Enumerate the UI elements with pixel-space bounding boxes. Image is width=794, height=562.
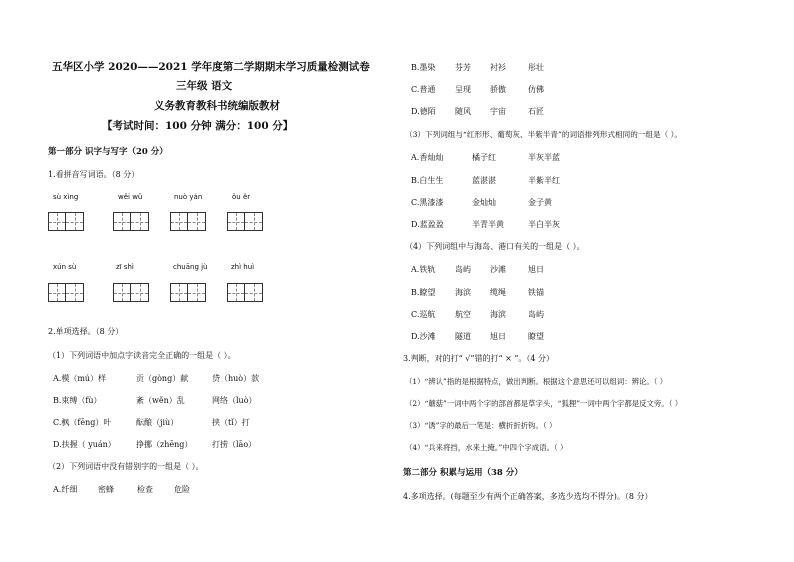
option-text: A.模（mú）样 <box>53 374 107 383</box>
writing-grid[interactable] <box>48 283 84 302</box>
question-2-3: （3）下列词组与“红形形、葡萄灰、半紫半青”的词语排列形式相同的一组是（ ）。 <box>405 130 682 139</box>
judgment-item: （2）“蘑菇”一词中两个字的部首都是草字头，“狐狸”一词中两个字都是反文旁。（ ） <box>405 399 683 408</box>
option-text: 贷（huò）款 <box>212 374 260 383</box>
option-text: 瞭望 <box>528 332 544 341</box>
option-text: D.蓝盈盈 <box>411 220 444 229</box>
option-text: 随风 <box>455 107 471 116</box>
option-text: 紊（wěn）乱 <box>136 396 185 405</box>
option-text: 金灿灿 <box>472 198 496 207</box>
writing-grid[interactable] <box>113 283 149 302</box>
option-text: 隧道 <box>455 332 471 341</box>
option-text: 密蜂 <box>98 485 114 494</box>
option-text: 检查 <box>137 485 153 494</box>
option-text: 半灰半蓝 <box>528 153 560 162</box>
option-text: 旭日 <box>490 332 506 341</box>
option-text: 半紫半红 <box>528 176 560 185</box>
option-text: A.纤细 <box>53 485 78 494</box>
option-text: 半白半灰 <box>528 220 560 229</box>
option-text: D.沙滩 <box>411 332 436 341</box>
writing-grid[interactable] <box>48 212 84 231</box>
option-text: 打捞（lāo） <box>212 440 257 449</box>
option-text: 铁锚 <box>528 288 544 297</box>
option-text: 宇宙 <box>490 107 506 116</box>
option-text: 网络（luò） <box>212 396 257 405</box>
option-text: 石匠 <box>528 107 544 116</box>
option-text: 芬芳 <box>455 63 471 72</box>
option-text: 旭日 <box>528 265 544 274</box>
exam-title: 五华区小学 2020——2021 学年度第二学期期末学习质量检测试卷 <box>52 61 370 73</box>
option-text: D.德陌 <box>411 107 436 116</box>
question-4-heading: 4.多项选择。(每题至少有两个正确答案，多选少选均不得分)。（8 分） <box>403 492 653 501</box>
option-text: 缆绳 <box>490 288 506 297</box>
writing-grid[interactable] <box>170 283 206 302</box>
option-text: 酝酿（jiù） <box>136 418 179 427</box>
question-1-heading: 1.看拼音写词语。（8 分） <box>48 170 140 179</box>
option-text: 沙滩 <box>490 265 506 274</box>
pinyin-label: xún sù <box>53 263 77 271</box>
textbook-edition: 义务教育教科书统编版教材 <box>154 100 280 112</box>
writing-grid[interactable] <box>170 212 206 231</box>
writing-grid[interactable] <box>227 212 263 231</box>
option-text: 蓝湛湛 <box>472 176 496 185</box>
option-text: 挣挪（zhēng） <box>136 440 193 449</box>
option-text: 海滨 <box>490 310 506 319</box>
option-text: B.瞭望 <box>411 288 436 297</box>
option-text: 衬衫 <box>490 63 506 72</box>
option-text: 挟（tǐ）打 <box>212 418 250 427</box>
option-text: 危险 <box>174 485 190 494</box>
option-text: 航空 <box>455 310 471 319</box>
option-text: C.枫（fēng）叶 <box>53 418 112 427</box>
question-2-2: （2）下列词语中没有错别字的一组是（ ）。 <box>48 462 204 471</box>
pinyin-label: nuò yán <box>174 193 203 201</box>
pinyin-label: wěi wǔ <box>118 193 143 201</box>
option-text: 贡（gòng）献 <box>136 374 189 383</box>
option-text: C.普通 <box>411 85 436 94</box>
option-text: 海滨 <box>455 288 471 297</box>
writing-grid[interactable] <box>113 212 149 231</box>
option-text: D.扶握（ yuán） <box>53 440 116 449</box>
question-3-heading: 3.判断，对的打“ √”错的打“ × ”。（4 分） <box>403 354 555 363</box>
option-text: B.墨染 <box>411 63 436 72</box>
option-text: 半青半黄 <box>472 220 504 229</box>
option-text: 彤壮 <box>528 63 544 72</box>
option-text: 金子黄 <box>528 198 552 207</box>
option-text: 橘子红 <box>472 153 496 162</box>
option-text: A.铁轨 <box>411 265 436 274</box>
option-text: 岛屿 <box>528 310 544 319</box>
question-2-1: （1）下列词语中加点字读音完全正确的一组是（ ）。 <box>48 351 236 360</box>
option-text: B.白生生 <box>411 176 444 185</box>
part2-heading: 第二部分 积累与运用（38 分） <box>403 468 523 478</box>
writing-grid[interactable] <box>227 283 263 302</box>
option-text: 呈现 <box>455 85 471 94</box>
pinyin-label: chuāng jù <box>173 263 208 271</box>
pinyin-label: zī shì <box>116 263 134 271</box>
option-text: 岛屿 <box>455 265 471 274</box>
pinyin-label: sù xìng <box>53 193 79 201</box>
option-text: 仿佛 <box>528 85 544 94</box>
judgment-item: （1）“辨认”指的是根据特点，做出判断。根据这个意思还可以组词：辨论。（ ） <box>405 377 668 386</box>
option-text: C.巡航 <box>411 310 436 319</box>
option-text: A.香灿灿 <box>411 153 444 162</box>
judgment-item: （4）“兵来将挡，水来土掩。”中四个字成语。（ ） <box>405 443 568 452</box>
option-text: 骄傲 <box>490 85 506 94</box>
part1-heading: 第一部分 识字与写字（20 分） <box>48 147 168 157</box>
pinyin-label: ǒu ěr <box>232 193 251 201</box>
pinyin-label: zhì huì <box>231 263 255 271</box>
grade-subject: 三年级 语文 <box>176 80 233 92</box>
option-text: C.黑漆漆 <box>411 198 444 207</box>
question-2-heading: 2.单项选择。（8 分） <box>48 327 124 336</box>
exam-info: 【考试时间：100 分钟 满分：100 分】 <box>102 120 294 132</box>
option-text: B.束缚（fù） <box>53 396 102 405</box>
question-2-4: （4）下列词组中与海岛、港口有关的一组是（ ）。 <box>405 242 585 251</box>
judgment-item: （3）“诱”字的最后一笔是：横折折折钩。（ ） <box>405 421 557 430</box>
